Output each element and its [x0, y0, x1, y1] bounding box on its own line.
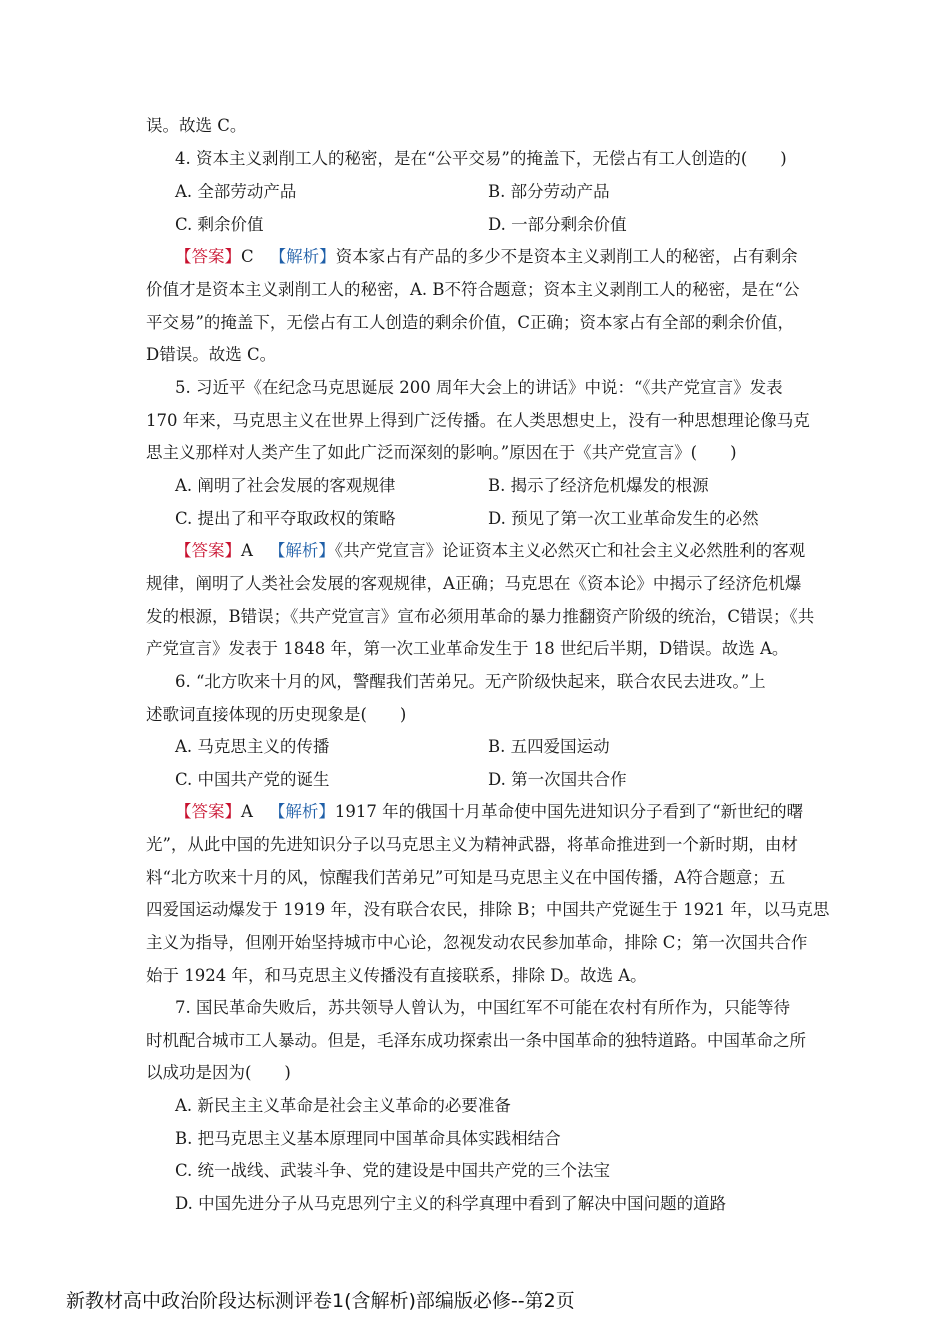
q6-answer-line — [175, 801, 803, 823]
q5-stem-line: 思主义那样对人类产生了如此广泛而深刻的影响。”原因在于《共产党宣言》( ) — [146, 443, 737, 462]
q6-analysis-line: 光”，从此中国的先进知识分子以马克思主义为精神武器，将革命推进到一个新时期，由材 — [146, 835, 798, 854]
q5-analysis-line: 规律，阐明了人类社会发展的客观规律，A正确；马克思在《资本论》中揭示了经济危机爆 — [146, 574, 802, 593]
q7-stem-line: 时机配合城市工人暴动。但是，毛泽东成功探索出一条中国革命的独特道路。中国革命之所 — [146, 1031, 806, 1050]
analysis-tag: 【解析】 — [268, 541, 335, 560]
analysis-tag: 【解析】 — [268, 802, 335, 821]
previous-answer-tail: 误。故选 C。 — [146, 116, 247, 135]
analysis-tag: 【解析】 — [269, 247, 336, 266]
q6-stem-line: 6. “北方吹来十月的风，警醒我们苦弟兄。无产阶级快起来，联合农民去进攻。”上 — [175, 672, 766, 691]
q7-stem-line: 以成功是因为( ) — [146, 1063, 291, 1082]
q6-stem-line: 述歌词直接体现的历史现象是( ) — [146, 705, 407, 724]
q5-option-a: A. 阐明了社会发展的客观规律 — [175, 476, 396, 495]
page-footer: 新教材高中政治阶段达标测评卷1(含解析)部编版必修--第2页 — [66, 1290, 575, 1312]
q4-answer: C — [241, 247, 254, 266]
q7-option-c: C. 统一战线、武装斗争、党的建设是中国共产党的三个法宝 — [175, 1161, 611, 1180]
q6-answer: A — [241, 802, 253, 821]
q6-option-a: A. 马克思主义的传播 — [175, 737, 330, 756]
q7-option-d: D. 中国先进分子从马克思列宁主义的科学真理中看到了解决中国问题的道路 — [175, 1194, 727, 1213]
q5-analysis-line: 《共产党宣言》论证资本主义必然灭亡和社会主义必然胜利的客观 — [334, 541, 806, 560]
answer-tag: 【答案】 — [175, 802, 241, 821]
q6-option-b: B. 五四爱国运动 — [488, 737, 610, 756]
q6-analysis-line: 始于 1924 年，和马克思主义传播没有直接联系，排除 D。故选 A。 — [146, 966, 647, 985]
q6-option-c: C. 中国共产党的诞生 — [175, 770, 330, 789]
q5-stem-line: 170 年来，马克思主义在世界上得到广泛传播。在人类思想史上，没有一种思想理论像马克 — [146, 411, 810, 430]
answer-tag: 【答案】 — [175, 247, 241, 266]
q7-option-b: B. 把马克思主义基本原理同中国革命具体实践相结合 — [175, 1129, 561, 1148]
q6-option-d: D. 第一次国共合作 — [488, 770, 627, 789]
q6-analysis-line: 四爱国运动爆发于 1919 年，没有联合农民，排除 B；中国共产党诞生于 1921 年，以马克思 — [146, 900, 830, 919]
q4-answer-line — [175, 246, 798, 268]
q5-option-c: C. 提出了和平夺取政权的策略 — [175, 509, 396, 528]
q5-answer: A — [241, 541, 253, 560]
q5-answer-line — [175, 540, 805, 562]
q4-stem: 4. 资本主义剥削工人的秘密，是在“公平交易”的掩盖下，无偿占有工人创造的( ) — [175, 149, 787, 168]
q4-analysis-line: D错误。故选 C。 — [146, 345, 277, 364]
answer-tag: 【答案】 — [175, 541, 241, 560]
q4-analysis-line: 价值才是资本主义剥削工人的秘密，A. B不符合题意；资本主义剥削工人的秘密，是在“公 — [146, 280, 800, 299]
q4-option-c: C. 剩余价值 — [175, 215, 264, 234]
q7-option-a: A. 新民主主义革命是社会主义革命的必要准备 — [175, 1096, 511, 1115]
q6-analysis-line: 1917 年的俄国十月革命使中国先进知识分子看到了“新世纪的曙 — [334, 802, 804, 821]
q5-analysis-line: 产党宣言》发表于 1848 年，第一次工业革命发生于 18 世纪后半期，D错误。故选 A。 — [146, 639, 789, 658]
q5-option-d: D. 预见了第一次工业革命发生的必然 — [488, 509, 759, 528]
q5-analysis-line: 发的根源，B错误；《共产党宣言》宣布必须用革命的暴力推翻资产阶级的统治，C错误；《共 — [146, 607, 815, 626]
q4-option-b: B. 部分劳动产品 — [488, 182, 610, 201]
q5-option-b: B. 揭示了经济危机爆发的根源 — [488, 476, 709, 495]
q6-analysis-line: 料“北方吹来十月的风，惊醒我们苦弟兄”可知是马克思主义在中国传播，A符合题意；五 — [146, 868, 786, 887]
q4-analysis-line: 平交易”的掩盖下，无偿占有工人创造的剩余价值，C正确；资本家占有全部的剩余价值， — [146, 313, 795, 332]
q4-option-a: A. 全部劳动产品 — [175, 182, 297, 201]
q4-analysis-line: 资本家占有产品的多少不是资本主义剥削工人的秘密，占有剩余 — [335, 247, 798, 266]
q6-analysis-line: 主义为指导，但刚开始坚持城市中心论，忽视发动农民参加革命，排除 C；第一次国共合作 — [146, 933, 808, 952]
q5-stem-line: 5. 习近平《在纪念马克思诞辰 200 周年大会上的讲话》中说：“《共产党宣言》发表 — [175, 378, 783, 397]
q4-option-d: D. 一部分剩余价值 — [488, 215, 627, 234]
q7-stem-line: 7. 国民革命失败后，苏共领导人曾认为，中国红军不可能在农村有所作为，只能等待 — [175, 998, 790, 1017]
